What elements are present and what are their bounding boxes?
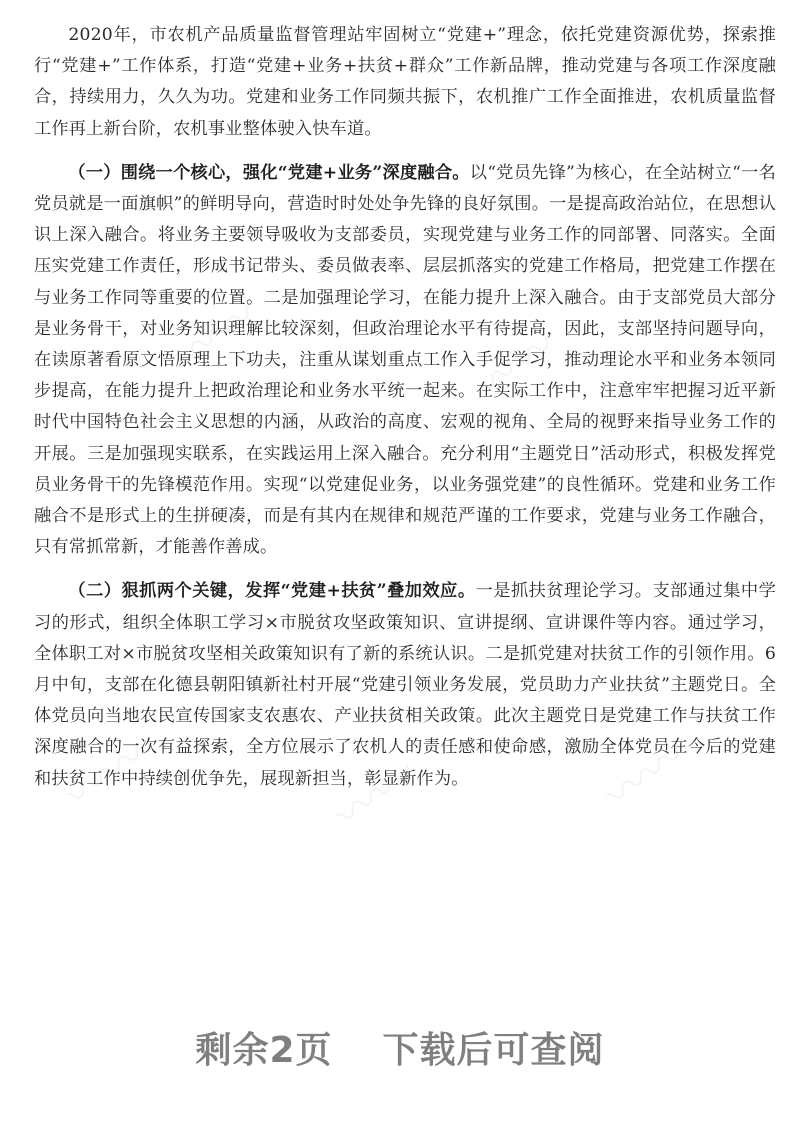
section-one-paragraph (34, 158, 776, 564)
remaining-pages-label: 剩余2页 (195, 1030, 333, 1071)
watermark-mark: 〰〰 (55, 729, 158, 822)
remaining-pages-banner[interactable] (0, 1022, 800, 1073)
section-two-text: 一是抓扶贫理论学习。支部通过集中学习的形式，组织全体职工学习×市脱贫攻坚政策知识、宣讲提纲、宣讲课件等内容。通过学习，全体职工对×市脱贫攻坚相关政策知识有了新的系统认识。二是抓党建对扶贫工作的引领作用。6月中旬，支部在化德县朝阳镇新社村开展“党建引领业务发展，党员助力产业扶贫”主题党日。全体党员向当地农民宣传国家支农惠农、产业扶贫相关政策。此次主题党日是党建工作与扶贫工作深度融合的一次有益探索，全方位展示了农机人的责任感和使命感，激励全体党员在今后的党建和扶贫工作中持续创优争先，展现新担当，彰显新作为。 (34, 581, 776, 789)
document-body (34, 20, 776, 795)
download-prompt-label: 下载后可查阅 (382, 1030, 605, 1071)
section-one-heading: （一）围绕一个核心，强化“党建+业务”深度融合。 (68, 162, 470, 183)
watermark-mark: 〰〰 (595, 729, 698, 822)
watermark-mark: 〰〰 (165, 289, 268, 382)
intro-text: 2020年，市农机产品质量监督管理站牢固树立“党建+”理念，依托党建资源优势，探索推行“党建+”工作体系，打造“党建+业务+扶贫+群众”工作新品牌，推动党建与各项工作深度融合，持续用力，久久为功。党建和业务工作同频共振下，农机推广工作全面推进，农机质量监督工作再上新台阶，农机事业整体驶入快车道。 (34, 25, 776, 139)
section-two-paragraph (34, 576, 776, 794)
watermark-mark: 〰〰 (325, 749, 428, 842)
section-two-heading: （二）狠抓两个关键，发挥“党建+扶贫”叠加效应。 (68, 581, 476, 602)
section-one-text: 以“党员先锋”为核心，在全站树立“一名党员就是一面旗帜”的鲜明导向，营造时时处处争先锋的良好氛围。一是提高政治站位，在思想认识上深入融合。将业务主要领导吸收为支部委员，实现党建与业务工作的同部署、同落实。全面压实党建工作责任，形成书记带头、委员做表率、层层抓落实的党建工作格局，把党建工作摆在与业务工作同等重要的位置。二是加强理论学习，在能力提升上深入融合。由于支部党员大部分是业务骨干，对业务知识理解比较深刻，但政治理论水平有待提高，因此，支部坚持问题导向，在读原著看原文悟原理上下功夫，注重从谋划重点工作入手促学习，推动理论水平和业务本领同步提高，在能力提升上把政治理论和业务水平统一起来。在实际工作中，注意牢牢把握习近平新时代中国特色社会主义思想的内涵，从政治的高度、宏观的视角、全局的视野来指导业务工作的开展。三是加强现实联系，在实践运用上深入融合。充分利用“主题党日”活动形式，积极发挥党员业务骨干的先锋模范作用。实现“以党建促业务，以业务强党建”的良性循环。党建和业务工作融合不是形式上的生拼硬凑，而是有其内在规律和规范严谨的工作要求，党建与业务工作融合，只有常抓常新，才能善作善成。 (34, 162, 776, 558)
watermark-mark: 〰〰 (465, 319, 568, 412)
intro-paragraph (34, 20, 776, 145)
